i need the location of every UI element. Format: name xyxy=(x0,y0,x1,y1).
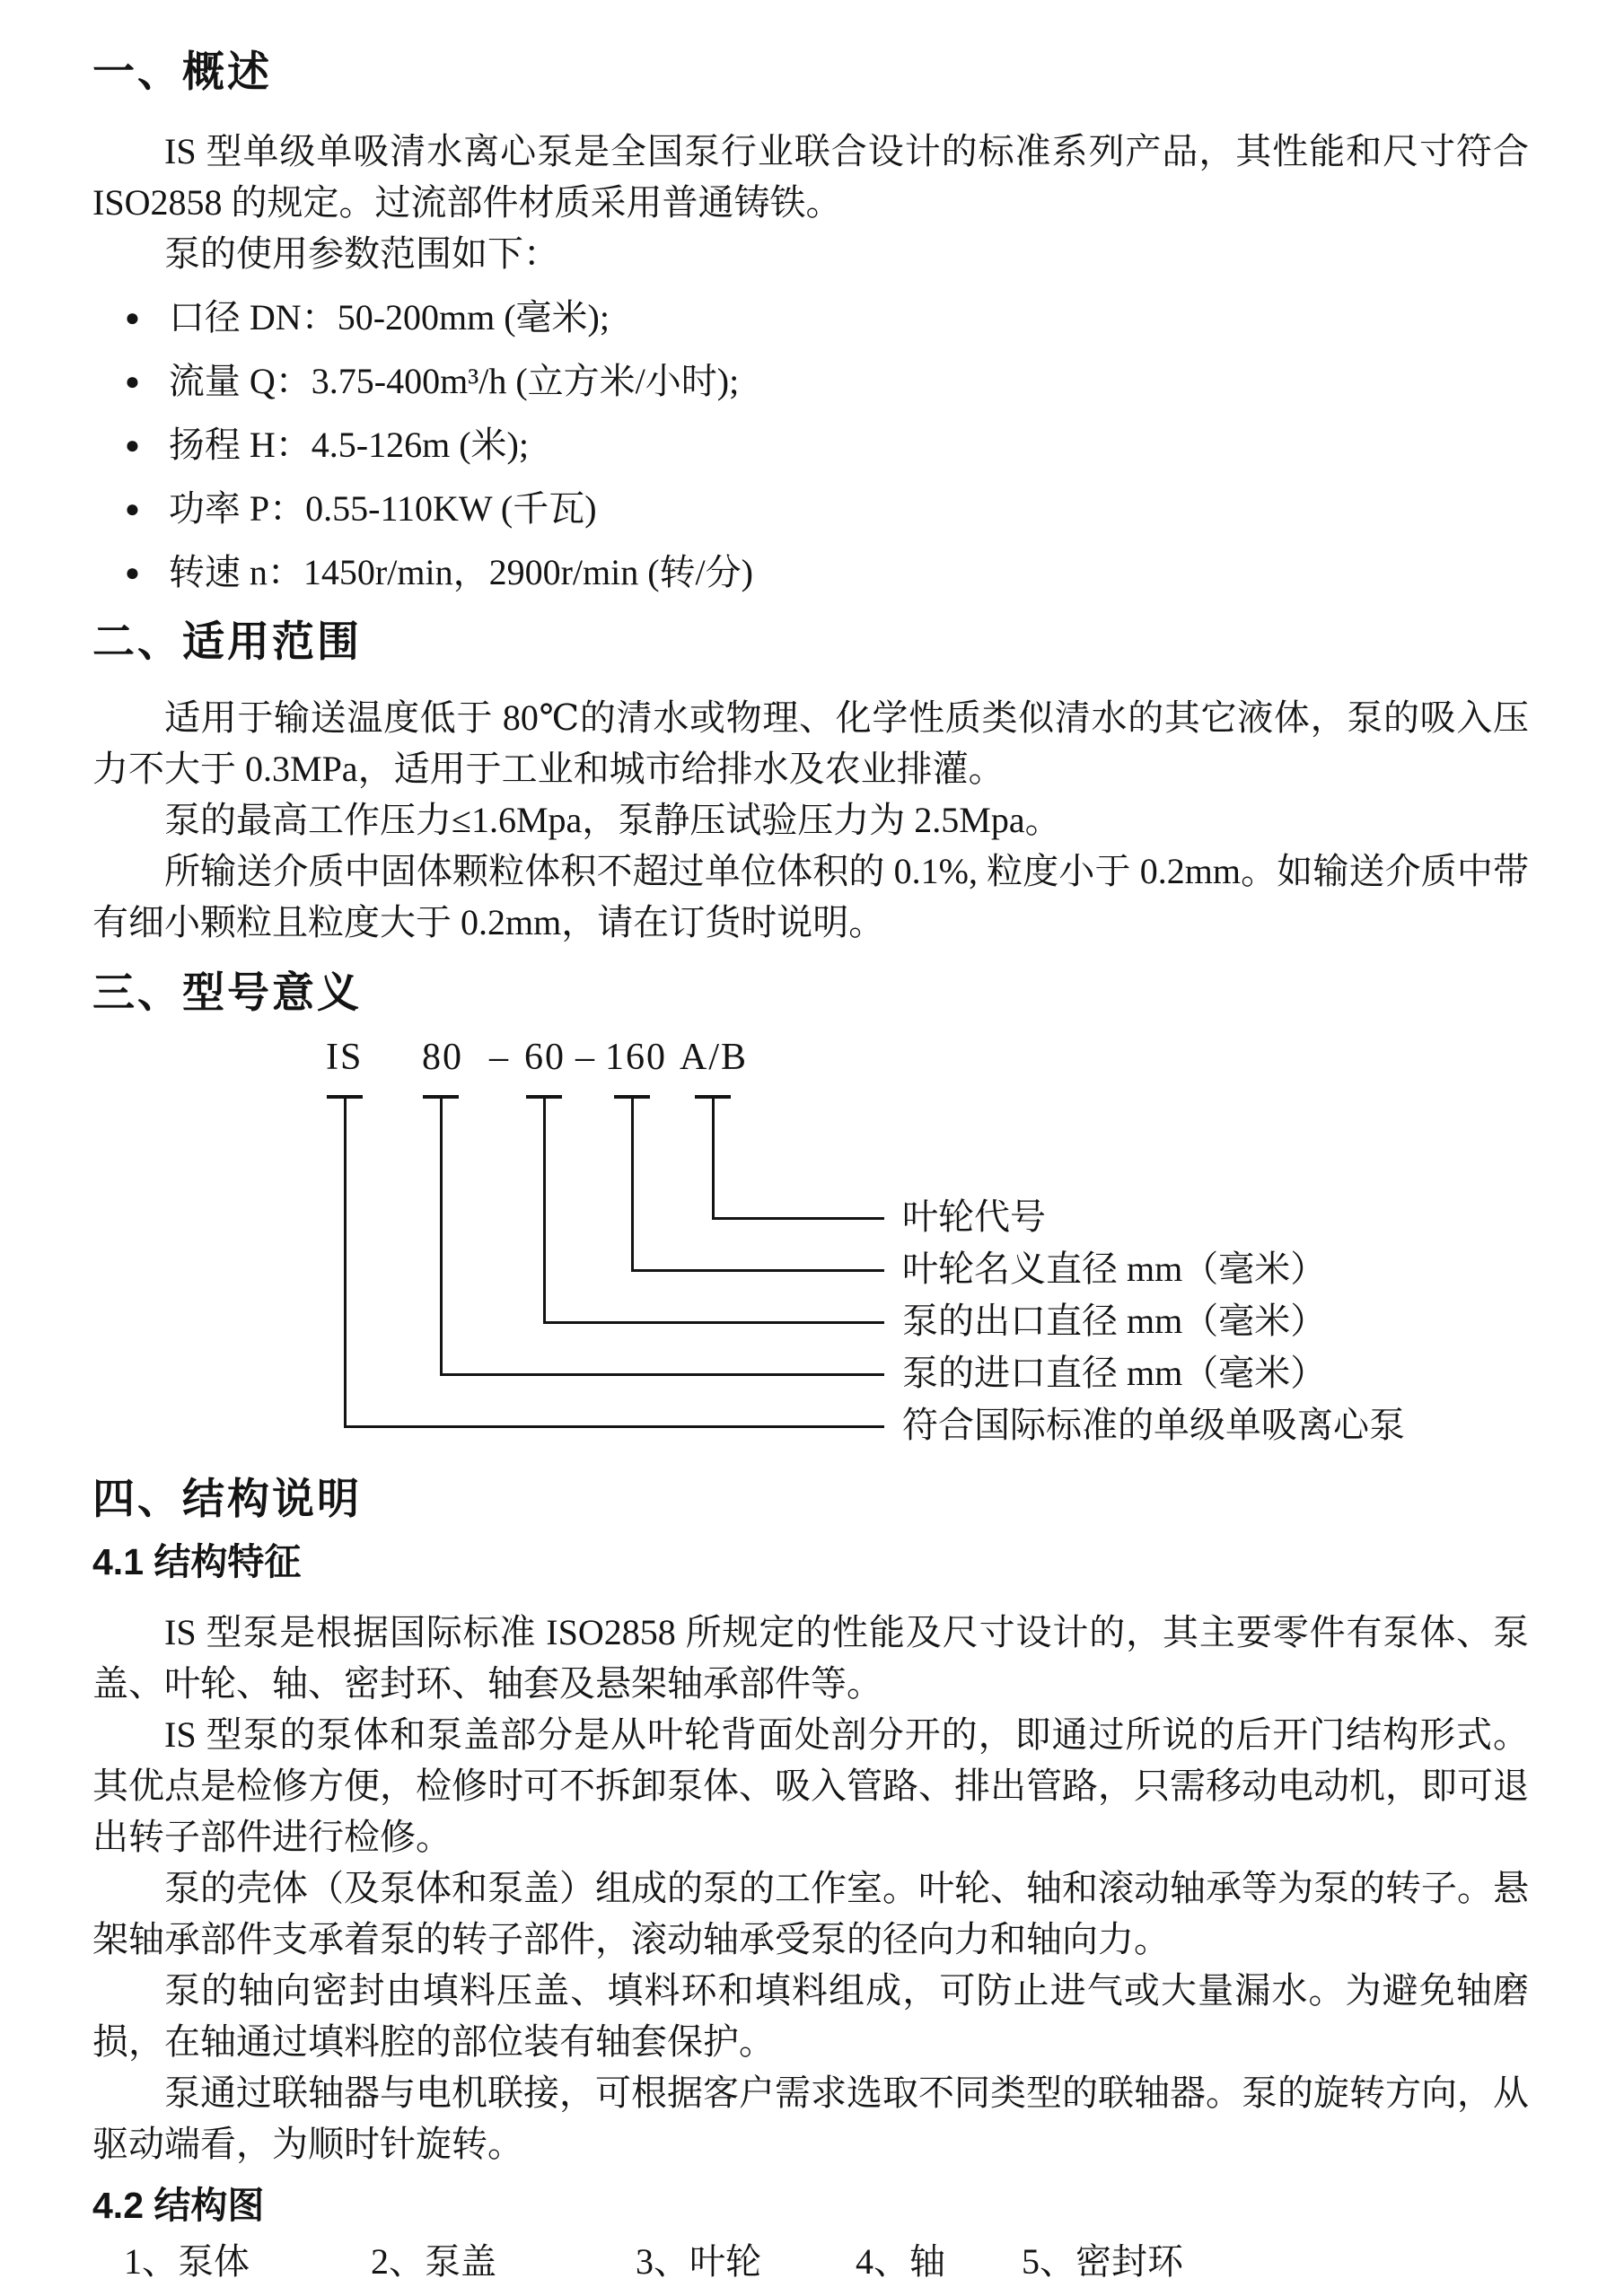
section1-paragraph-2: 泵的使用参数范围如下： xyxy=(164,233,559,274)
parameter-text: 口径 DN：50-200mm (毫米); xyxy=(168,297,610,337)
connector-vertical-line xyxy=(543,1095,546,1321)
section2-heading: 二、适用范围 xyxy=(92,618,362,665)
part-item: 4、轴 xyxy=(856,2241,945,2282)
part-item: 3、叶轮 xyxy=(636,2241,761,2282)
connector-horizontal-line xyxy=(543,1321,884,1324)
parameter-text: 扬程 H：4.5-126m (米); xyxy=(168,425,529,465)
model-impeller-diameter: 160 xyxy=(605,1037,667,1078)
part-item: 2、泵盖 xyxy=(371,2241,496,2282)
section1-paragraph-1: IS 型单级单吸清水离心泵是全国泵行业联合设计的标准系列产品，其性能和尺寸符合 ISO2858 的规定。过流部件材质采用普通铸铁。 xyxy=(92,131,1529,223)
section3-heading: 三、型号意义 xyxy=(92,968,362,1016)
section2-paragraph-3: 所输送介质中固体颗粒体积不超过单位体积的 0.1%, 粒度小于 0.2mm。如输送介质中带有细小颗粒且粒度大于 0.2mm，请在订货时说明。 xyxy=(92,851,1529,942)
parameter-text: 功率 P：0.55-110KW (千瓦) xyxy=(168,488,597,529)
bullet-icon: ● xyxy=(125,304,140,332)
list-item xyxy=(125,547,1529,599)
parameter-text: 转速 n：1450r/min，2900r/min (转/分) xyxy=(168,552,753,592)
parameter-text: 流量 Q：3.75-400m³/h (立方米/小时); xyxy=(168,361,740,401)
connector-vertical-line xyxy=(712,1095,715,1217)
section2-paragraph-2: 泵的最高工作压力≤1.6Mpa，泵静压试验压力为 2.5Mpa。 xyxy=(164,800,1061,840)
diagram-label: 泵的出口直径 mm（毫米） xyxy=(902,1301,1327,1341)
list-item xyxy=(125,483,1529,535)
part-item: 1、泵体 xyxy=(124,2241,250,2282)
parameter-list xyxy=(125,292,1529,599)
bullet-icon: ● xyxy=(125,559,140,587)
section4-sub1-heading: 4.1 结构特征 xyxy=(92,1541,302,1582)
diagram-label: 叶轮名义直径 mm（毫米） xyxy=(902,1249,1327,1289)
section1-heading: 一、概述 xyxy=(92,48,272,95)
list-item xyxy=(125,292,1529,344)
section2-paragraph-1: 适用于输送温度低于 80℃的清水或物理、化学性质类似清水的其它液体，泵的吸入压力不大于 0.3MPa，适用于工业和城市给排水及农业排灌。 xyxy=(92,697,1529,789)
section4-sub2-heading: 4.2 结构图 xyxy=(92,2185,265,2226)
bullet-icon: ● xyxy=(125,432,140,460)
model-separator: – xyxy=(489,1037,510,1078)
section4-paragraph-4: 泵的轴向密封由填料压盖、填料环和填料组成，可防止进气或大量漏水。为避免轴磨损，在轴通过填料腔的部位装有轴套保护。 xyxy=(92,1970,1529,2062)
section4-paragraph-3: 泵的壳体（及泵体和泵盖）组成的泵的工作室。叶轮、轴和滚动轴承等为泵的转子。悬架轴承部件支承着泵的转子部件，滚动轴承受泵的径向力和轴向力。 xyxy=(92,1868,1529,1959)
diagram-label: 泵的进口直径 mm（毫米） xyxy=(902,1353,1327,1393)
section4-paragraph-5: 泵通过联轴器与电机联接，可根据客户需求选取不同类型的联轴器。泵的旋转方向，从驱动端看，为顺时针旋转。 xyxy=(92,2073,1529,2164)
model-inlet-diameter: 80 xyxy=(422,1037,463,1078)
diagram-label: 符合国际标准的单级单吸离心泵 xyxy=(902,1405,1405,1445)
connector-horizontal-line xyxy=(440,1373,884,1376)
section4-heading: 四、结构说明 xyxy=(92,1475,362,1522)
connector-vertical-line xyxy=(631,1095,634,1269)
part-item: 5、密封环 xyxy=(1022,2241,1183,2282)
connector-horizontal-line xyxy=(712,1217,884,1220)
list-item xyxy=(125,355,1529,407)
connector-horizontal-line xyxy=(344,1425,884,1428)
connector-vertical-line xyxy=(440,1095,443,1373)
model-impeller-code: A/B xyxy=(680,1037,749,1078)
model-meaning-diagram xyxy=(92,1018,1529,1458)
connector-vertical-line xyxy=(344,1095,347,1425)
section4-paragraph-2: IS 型泵的泵体和泵盖部分是从叶轮背面处剖分开的，即通过所说的后开门结构形式。其优点是检修方便，检修时可不拆卸泵体、吸入管路、排出管路，只需移动电动机，即可退出转子部件进行检修。 xyxy=(92,1714,1529,1857)
diagram-label: 叶轮代号 xyxy=(902,1196,1046,1237)
model-separator: – xyxy=(575,1037,596,1078)
connector-horizontal-line xyxy=(631,1269,884,1272)
structure-parts-list xyxy=(124,2239,1529,2284)
list-item xyxy=(125,419,1529,471)
bullet-icon: ● xyxy=(125,368,140,396)
section4-paragraph-1: IS 型泵是根据国际标准 ISO2858 所规定的性能及尺寸设计的，其主要零件有泵体、泵盖、叶轮、轴、密封环、轴套及悬架轴承部件等。 xyxy=(92,1612,1529,1704)
model-outlet-diameter: 60 xyxy=(524,1037,566,1078)
bullet-icon: ● xyxy=(125,495,140,523)
model-series-code: IS xyxy=(326,1037,364,1078)
